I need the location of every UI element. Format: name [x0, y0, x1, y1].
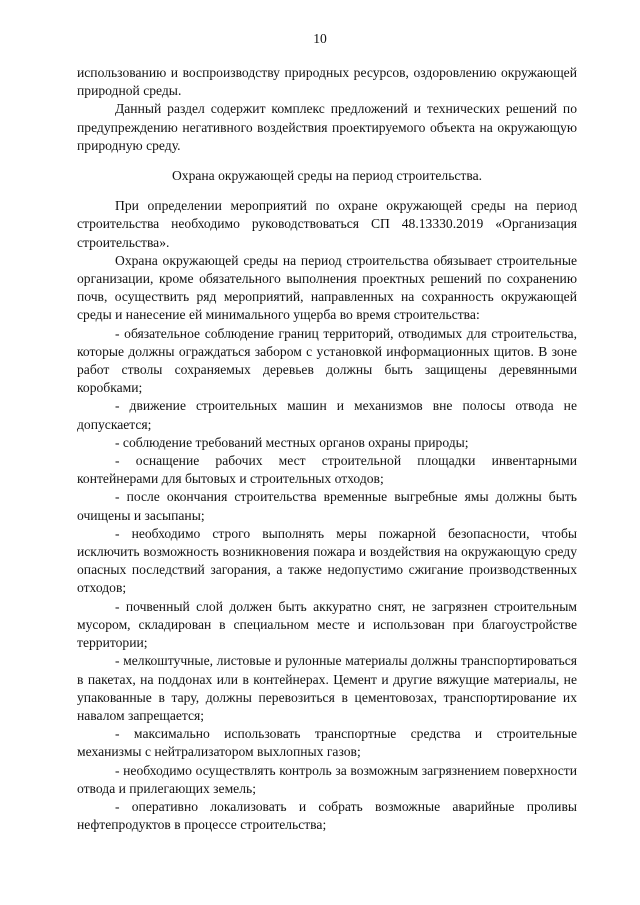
paragraph: При определении мероприятий по охране окружающей среды на период строительства необходимо руководствоваться СП 48.13330.2019 «Организация строительства».: [77, 198, 577, 250]
list-item: - соблюдение требований местных органов охраны природы;: [115, 434, 469, 450]
paragraph: использованию и воспроизводству природных ресурсов, оздоровлению окружающей природной среды.: [77, 65, 577, 99]
document-body: [77, 64, 577, 834]
list-item: - мелкоштучные, листовые и рулонные материалы должны транспортироваться в пакетах, на поддонах или в контейнерах. Цемент и другие вяжущие материалы, не упакованные в тару, должны перевозиться в цементовозах, транспортирование их навалом запрещается;: [77, 653, 577, 723]
list-item: - необходимо осуществлять контроль за возможным загрязнением поверхности отвода и прилегающих земель;: [77, 762, 577, 796]
list-item: - оперативно локализовать и собрать возможные аварийные проливы нефтепродуктов в процессе строительства;: [77, 798, 577, 833]
list-item: - обязательное соблюдение границ территорий, отводимых для строительства, которые должны ограждаться забором с установкой информационных щитов. В зоне работ стволы сохраняемых деревьев должны быть защищены деревянными коробками;: [77, 325, 577, 396]
list-item: - необходимо строго выполнять меры пожарной безопасности, чтобы исключить возможность возникновения пожара и воздействия на окружающую среду опасных последствий загорания, а также недопустимо сжигание производственных отходов;: [77, 525, 577, 596]
page-number: 10: [313, 31, 327, 46]
paragraph: Охрана окружающей среды на период строительства обязывает строительные организации, кроме обязательного выполнения проектных решений по сохранению почв, осуществить ряд мероприятий, направленных на сохранность окружающей среды и нанесение ей минимального ущерба во время строительства:: [77, 252, 577, 323]
list-item: - максимально использовать транспортные средства и строительные механизмы с нейтрализатором выхлопных газов;: [77, 726, 577, 760]
list-item: - оснащение рабочих мест строительной площадки инвентарными контейнерами для бытовых и строительных отходов;: [77, 453, 577, 487]
paragraph: Данный раздел содержит комплекс предложений и технических решений по предупреждению негативного воздействия проектируемого объекта на окружающую природную среду.: [77, 101, 577, 153]
list-item: - движение строительных машин и механизмов вне полосы отвода не допускается;: [77, 398, 577, 432]
list-item: - после окончания строительства временные выгребные ямы должны быть очищены и засыпаны;: [77, 489, 577, 523]
list-item: - почвенный слой должен быть аккуратно снят, не загрязнен строительным мусором, складирован в специальном месте и использован при благоустройстве территории;: [77, 598, 577, 651]
section-heading: Охрана окружающей среды на период строительства.: [171, 168, 483, 184]
